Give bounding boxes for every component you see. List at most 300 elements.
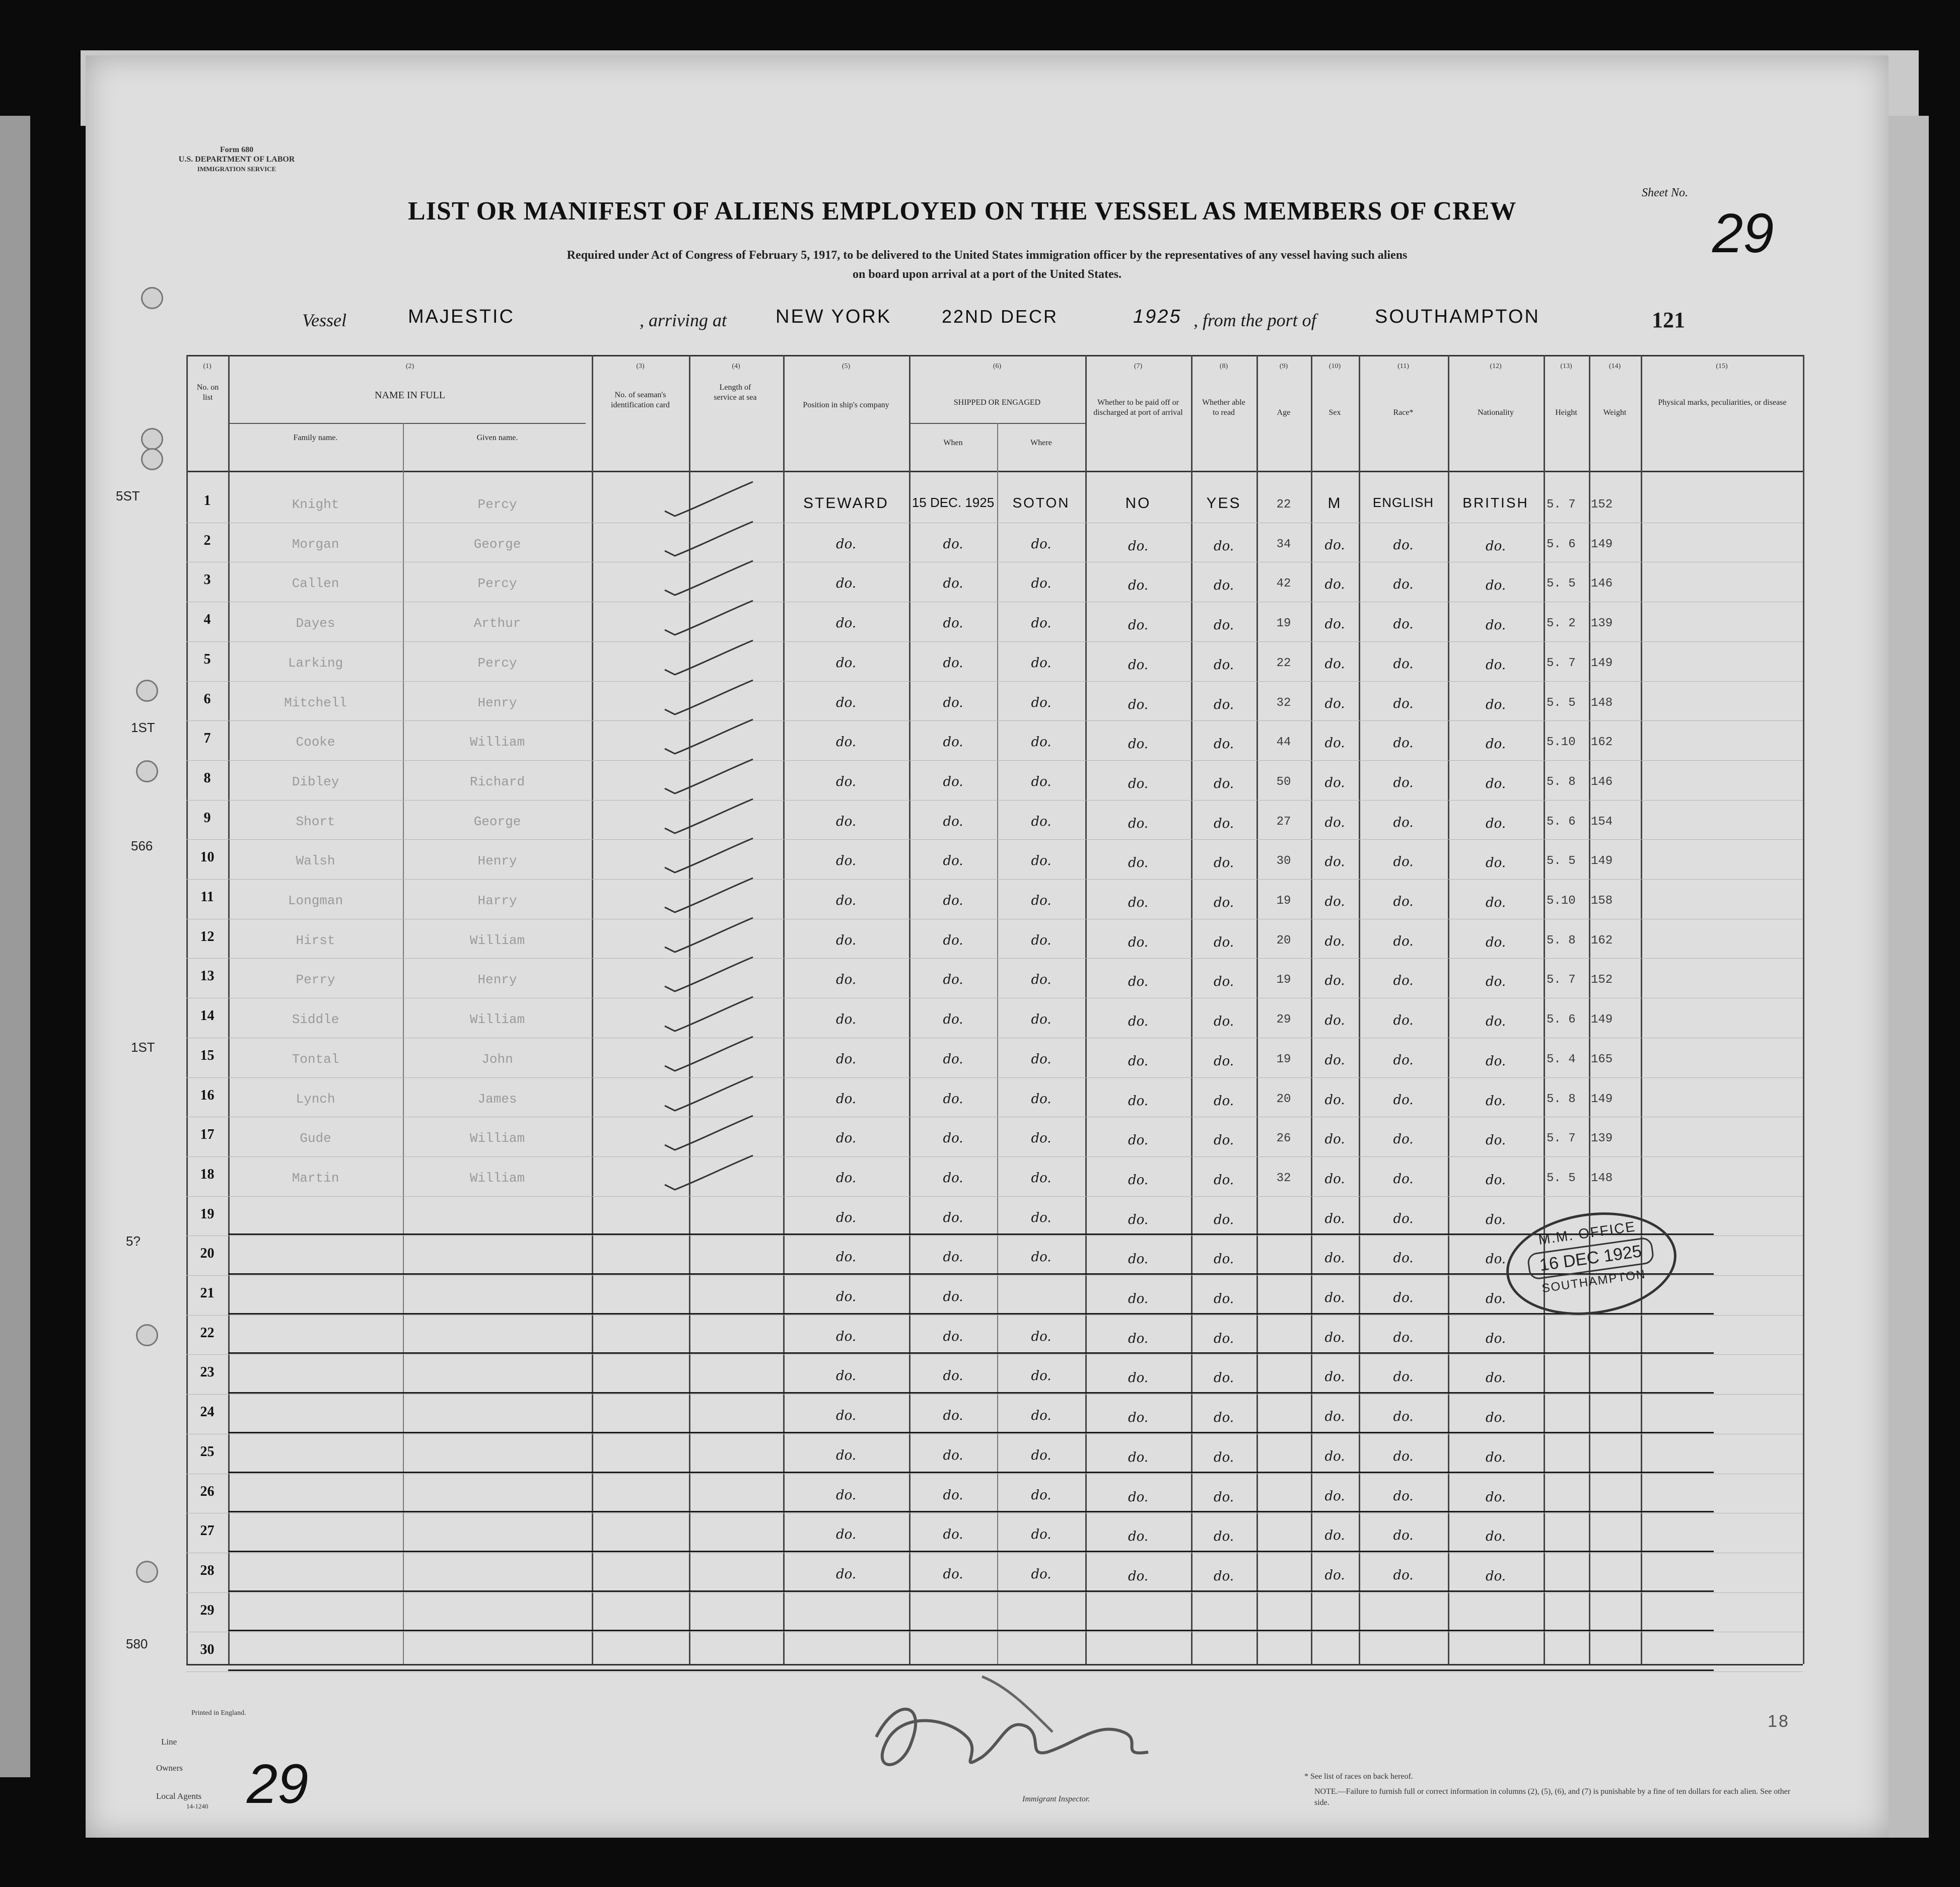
ditto-race: do. bbox=[1393, 1132, 1414, 1147]
check-mark-icon bbox=[660, 832, 755, 878]
ditto-sex: do. bbox=[1324, 1290, 1345, 1305]
ditto-paid-off: do. bbox=[1128, 737, 1149, 752]
ditto-where: do. bbox=[1031, 655, 1052, 671]
ditto-position: do. bbox=[835, 1447, 857, 1463]
ditto-sex: do. bbox=[1324, 854, 1345, 870]
check-mark-icon bbox=[660, 674, 755, 719]
ditto-sex: do. bbox=[1324, 775, 1345, 790]
row-number: 13 bbox=[200, 968, 215, 984]
ditto-nationality: do. bbox=[1485, 855, 1506, 871]
margin-note: 1ST bbox=[131, 1040, 155, 1055]
ditto-read: do. bbox=[1213, 657, 1234, 673]
ditto-nationality: do. bbox=[1485, 1053, 1506, 1069]
row-number: 8 bbox=[203, 770, 211, 786]
ditto-where: do. bbox=[1031, 1408, 1052, 1424]
age: 20 bbox=[1276, 933, 1291, 948]
check-mark-icon bbox=[660, 793, 755, 838]
ditto-paid-off: do. bbox=[1128, 1410, 1149, 1426]
check-mark-icon bbox=[660, 872, 755, 917]
ditto-position: do. bbox=[835, 1012, 857, 1028]
footer-agents-label: Local Agents bbox=[156, 1791, 202, 1801]
height: 5. 7 bbox=[1547, 973, 1576, 987]
family-name: Perry bbox=[296, 972, 335, 988]
manifest-page bbox=[86, 55, 1888, 1838]
ditto-race: do. bbox=[1393, 973, 1414, 989]
weight: 162 bbox=[1591, 933, 1613, 948]
row-rule bbox=[186, 839, 1803, 840]
col-num-1: (1) bbox=[203, 362, 212, 370]
height: 5. 7 bbox=[1547, 656, 1576, 670]
row-rule bbox=[186, 1592, 1803, 1593]
height: 5. 5 bbox=[1547, 577, 1576, 591]
ditto-position: do. bbox=[835, 536, 857, 552]
family-name: Lynch bbox=[296, 1091, 335, 1107]
ditto-race: do. bbox=[1393, 1092, 1414, 1108]
ditto-position: do. bbox=[835, 616, 857, 631]
ditto-sex: do. bbox=[1324, 1369, 1345, 1385]
paid-off: NO bbox=[1125, 495, 1151, 512]
ditto-read: do. bbox=[1213, 1489, 1234, 1505]
ditto-where: do. bbox=[1031, 1527, 1052, 1543]
row-rule bbox=[186, 760, 1803, 761]
strike-line bbox=[228, 1590, 1714, 1592]
ditto-read: do. bbox=[1213, 1053, 1234, 1069]
ditto-sex: do. bbox=[1324, 537, 1345, 553]
given-name: Harry bbox=[477, 893, 517, 908]
ditto-read: do. bbox=[1213, 1172, 1234, 1188]
height: 5. 8 bbox=[1547, 1092, 1576, 1106]
ditto-where: do. bbox=[1031, 853, 1052, 869]
col-head-13: Height bbox=[1555, 408, 1577, 417]
ditto-where: do. bbox=[1031, 1368, 1052, 1384]
ditto-race: do. bbox=[1393, 1251, 1414, 1266]
ditto-read: do. bbox=[1213, 1370, 1234, 1386]
col-divider bbox=[1803, 355, 1804, 1664]
sex: M bbox=[1327, 495, 1342, 512]
ditto-race: do. bbox=[1393, 933, 1414, 949]
check-mark-icon bbox=[660, 555, 755, 600]
table-top-rule bbox=[186, 355, 1803, 356]
given-name: John bbox=[481, 1051, 513, 1067]
punch-hole bbox=[136, 1324, 158, 1346]
ditto-race: do. bbox=[1393, 1488, 1414, 1504]
ditto-nationality: do. bbox=[1485, 538, 1506, 554]
given-name: William bbox=[469, 735, 525, 750]
strike-line bbox=[228, 1392, 1714, 1394]
age: 32 bbox=[1276, 1171, 1291, 1185]
ditto-nationality: do. bbox=[1485, 934, 1506, 950]
page-number: 121 bbox=[1652, 308, 1685, 332]
given-name: Percy bbox=[477, 576, 517, 592]
ditto-sex: do. bbox=[1324, 1488, 1345, 1504]
ditto-paid-off: do. bbox=[1128, 934, 1149, 950]
check-mark-icon bbox=[660, 912, 755, 957]
ditto-where: do. bbox=[1031, 1170, 1052, 1186]
ditto-race: do. bbox=[1393, 1330, 1414, 1345]
ditto-position: do. bbox=[835, 735, 857, 750]
ditto-read: do. bbox=[1213, 578, 1234, 594]
row-number: 24 bbox=[200, 1404, 215, 1420]
ditto-race: do. bbox=[1393, 617, 1414, 632]
col-divider bbox=[1641, 355, 1642, 1664]
punch-hole bbox=[136, 1561, 158, 1583]
age: 30 bbox=[1276, 854, 1291, 868]
corner-mark: 18 bbox=[1768, 1712, 1790, 1731]
ditto-read: do. bbox=[1213, 1568, 1234, 1584]
name-header-rule bbox=[228, 423, 586, 424]
ditto-sex: do. bbox=[1324, 933, 1345, 949]
height: 5. 8 bbox=[1547, 933, 1576, 948]
ditto-position: do. bbox=[835, 1329, 857, 1344]
ditto-nationality: do. bbox=[1485, 816, 1506, 831]
ditto-position: do. bbox=[835, 1566, 857, 1582]
strike-line bbox=[228, 1273, 1714, 1275]
able-to-read: YES bbox=[1206, 495, 1241, 512]
height: 5. 5 bbox=[1547, 854, 1576, 868]
col-num-4: (4) bbox=[732, 362, 740, 370]
col-num-14: (14) bbox=[1608, 362, 1621, 370]
ditto-paid-off: do. bbox=[1128, 1370, 1149, 1386]
punch-hole bbox=[136, 760, 158, 782]
row-rule bbox=[186, 1315, 1803, 1316]
printed-in: Printed in England. bbox=[191, 1709, 246, 1717]
col-head-14: Weight bbox=[1603, 408, 1627, 417]
given-name: Percy bbox=[477, 655, 517, 671]
ditto-nationality: do. bbox=[1485, 1331, 1506, 1346]
ditto-nationality: do. bbox=[1485, 895, 1506, 910]
row-number: 1 bbox=[203, 493, 211, 509]
ditto-position: do. bbox=[835, 695, 857, 710]
ditto-read: do. bbox=[1213, 618, 1234, 633]
ditto-position: do. bbox=[835, 1368, 857, 1384]
ditto-position: do. bbox=[835, 1131, 857, 1146]
ditto-race: do. bbox=[1393, 656, 1414, 672]
row-number: 17 bbox=[200, 1127, 215, 1143]
weight: 152 bbox=[1591, 498, 1613, 512]
ditto-where: do. bbox=[1031, 1091, 1052, 1107]
height: 5.10 bbox=[1547, 894, 1576, 908]
ditto-where: do. bbox=[1031, 1250, 1052, 1265]
given-name: Percy bbox=[477, 497, 517, 512]
strike-line bbox=[228, 1472, 1714, 1473]
ditto-read: do. bbox=[1213, 1410, 1234, 1426]
ditto-race: do. bbox=[1393, 736, 1414, 751]
col-head-6: SHIPPED OR ENGAGED bbox=[953, 398, 1041, 407]
arrival-port: NEW YORK bbox=[776, 306, 892, 327]
col-head-10: Sex bbox=[1328, 408, 1341, 417]
age: 19 bbox=[1276, 973, 1291, 987]
ditto-position: do. bbox=[835, 972, 857, 988]
ditto-paid-off: do. bbox=[1128, 816, 1149, 831]
ditto-position: do. bbox=[835, 1170, 857, 1186]
ditto-position: do. bbox=[835, 814, 857, 829]
ditto-read: do. bbox=[1213, 538, 1234, 554]
punch-hole bbox=[141, 428, 163, 450]
ditto-sex: do. bbox=[1324, 815, 1345, 830]
arriving-label: , arriving at bbox=[640, 310, 727, 330]
ditto-where: do. bbox=[1031, 735, 1052, 750]
row-rule bbox=[186, 1394, 1803, 1395]
row-number: 27 bbox=[200, 1523, 215, 1539]
ditto-paid-off: do. bbox=[1128, 1053, 1149, 1069]
ditto-position: do. bbox=[835, 1289, 857, 1304]
ditto-read: do. bbox=[1213, 855, 1234, 871]
col-num-5: (5) bbox=[842, 362, 851, 370]
col-head-where: Where bbox=[1030, 439, 1052, 447]
ditto-paid-off: do. bbox=[1128, 697, 1149, 712]
family-name: Larking bbox=[288, 655, 343, 671]
ditto-sex: do. bbox=[1324, 1132, 1345, 1147]
ditto-where: do. bbox=[1031, 1012, 1052, 1028]
margin-note: 566 bbox=[131, 838, 153, 853]
ditto-paid-off: do. bbox=[1128, 1291, 1149, 1307]
ditto-read: do. bbox=[1213, 816, 1234, 831]
row-rule bbox=[186, 720, 1803, 721]
age: 44 bbox=[1276, 736, 1291, 750]
ditto-when: do. bbox=[943, 1566, 963, 1582]
age: 22 bbox=[1276, 498, 1291, 512]
col-head-7: Whether to be paid off or discharged at port of arrival bbox=[1093, 398, 1183, 417]
ditto-race: do. bbox=[1393, 537, 1414, 553]
row-number: 18 bbox=[200, 1166, 215, 1182]
ditto-paid-off: do. bbox=[1128, 776, 1149, 791]
ditto-race: do. bbox=[1393, 1448, 1414, 1464]
col-divider bbox=[997, 423, 998, 1664]
fine-note: NOTE.—Failure to furnish full or correct information in columns (2), (5), (6), and (7) is punishable by a fine of ten dollars for each alien. See other side. bbox=[1314, 1787, 1791, 1807]
strike-line bbox=[228, 1352, 1714, 1354]
ditto-read: do. bbox=[1213, 1212, 1234, 1227]
ditto-where: do. bbox=[1031, 576, 1052, 592]
col-num-11: (11) bbox=[1397, 362, 1409, 370]
ditto-when: do. bbox=[943, 1289, 963, 1304]
row-number: 9 bbox=[203, 810, 211, 826]
row-number: 12 bbox=[200, 928, 215, 945]
ditto-read: do. bbox=[1213, 1291, 1234, 1307]
col-num-2: (2) bbox=[405, 362, 414, 370]
height: 5. 4 bbox=[1547, 1052, 1576, 1066]
ditto-sex: do. bbox=[1324, 1211, 1345, 1226]
ditto-where: do. bbox=[1031, 814, 1052, 829]
ditto-nationality: do. bbox=[1485, 578, 1506, 594]
strike-line bbox=[228, 1432, 1714, 1433]
row-number: 19 bbox=[200, 1206, 215, 1222]
sheet-label: Sheet No. bbox=[1642, 186, 1688, 199]
nationality: BRITISH bbox=[1462, 495, 1529, 511]
ditto-paid-off: do. bbox=[1128, 657, 1149, 673]
punch-hole bbox=[141, 287, 163, 309]
row-rule bbox=[186, 1354, 1803, 1355]
ditto-paid-off: do. bbox=[1128, 1014, 1149, 1030]
weight: 165 bbox=[1591, 1052, 1613, 1066]
ditto-sex: do. bbox=[1324, 1013, 1345, 1029]
col-head-15: Physical marks, peculiarities, or disease bbox=[1658, 398, 1787, 407]
given-name: William bbox=[469, 1170, 525, 1186]
weight: 149 bbox=[1591, 656, 1613, 670]
col-num-8: (8) bbox=[1219, 362, 1228, 370]
row-number: 3 bbox=[203, 572, 211, 588]
ditto-sex: do. bbox=[1324, 1330, 1345, 1345]
check-mark-icon bbox=[660, 476, 755, 521]
weight: 139 bbox=[1591, 1132, 1613, 1146]
family-name: Hirst bbox=[296, 932, 335, 948]
col-num-6: (6) bbox=[993, 362, 1002, 370]
ditto-paid-off: do. bbox=[1128, 1133, 1149, 1148]
check-mark-icon bbox=[660, 1031, 755, 1076]
ditto-sex: do. bbox=[1324, 656, 1345, 672]
col-divider bbox=[592, 355, 593, 1664]
age: 20 bbox=[1276, 1092, 1291, 1106]
ditto-when: do. bbox=[943, 774, 963, 789]
form-department: U.S. DEPARTMENT OF LABOR bbox=[178, 155, 295, 164]
ditto-read: do. bbox=[1213, 776, 1234, 791]
ditto-position: do. bbox=[835, 1527, 857, 1543]
age: 22 bbox=[1276, 656, 1291, 670]
strike-line bbox=[228, 1551, 1714, 1552]
margin-note: 580 bbox=[126, 1636, 148, 1651]
header-bottom-rule bbox=[186, 471, 1803, 472]
row-number: 4 bbox=[203, 612, 211, 628]
ditto-nationality: do. bbox=[1485, 1014, 1506, 1030]
ditto-nationality: do. bbox=[1485, 1568, 1506, 1584]
ditto-read: do. bbox=[1213, 1093, 1234, 1109]
row-number: 5 bbox=[203, 651, 211, 667]
ditto-race: do. bbox=[1393, 1211, 1414, 1226]
ditto-when: do. bbox=[943, 1329, 963, 1344]
ditto-paid-off: do. bbox=[1128, 855, 1149, 871]
ditto-read: do. bbox=[1213, 1252, 1234, 1267]
ditto-where: do. bbox=[1031, 932, 1052, 948]
age: 19 bbox=[1276, 617, 1291, 631]
ditto-nationality: do. bbox=[1485, 1133, 1506, 1148]
ditto-race: do. bbox=[1393, 1409, 1414, 1425]
weight: 139 bbox=[1591, 617, 1613, 631]
strike-line bbox=[228, 1313, 1714, 1315]
from-label: , from the port of bbox=[1194, 310, 1316, 330]
row-rule bbox=[186, 800, 1803, 801]
ditto-when: do. bbox=[943, 616, 963, 631]
strike-line bbox=[228, 1511, 1714, 1512]
check-mark-icon bbox=[660, 991, 755, 1036]
family-name: Siddle bbox=[292, 1012, 339, 1028]
arrival-date: 22ND DECR bbox=[942, 306, 1059, 327]
sheet-number: 29 bbox=[1712, 202, 1774, 264]
row-number: 2 bbox=[203, 532, 211, 548]
given-name: Richard bbox=[469, 774, 525, 789]
weight: 149 bbox=[1591, 854, 1613, 868]
ditto-sex: do. bbox=[1324, 1567, 1345, 1583]
check-mark-icon bbox=[660, 634, 755, 680]
ditto-sex: do. bbox=[1324, 1171, 1345, 1187]
vessel-name: MAJESTIC bbox=[408, 306, 515, 327]
col-head-8: Whether able to read bbox=[1202, 398, 1245, 417]
ditto-race: do. bbox=[1393, 1369, 1414, 1385]
origin-port: SOUTHAMPTON bbox=[1375, 306, 1540, 327]
ditto-paid-off: do. bbox=[1128, 1489, 1149, 1505]
ditto-when: do. bbox=[943, 853, 963, 869]
ditto-position: do. bbox=[835, 893, 857, 908]
given-name: William bbox=[469, 1012, 525, 1028]
ditto-paid-off: do. bbox=[1128, 1172, 1149, 1188]
footer-line-label: Line bbox=[161, 1737, 177, 1747]
ditto-when: do. bbox=[943, 655, 963, 671]
ditto-race: do. bbox=[1393, 696, 1414, 711]
col-head-12: Nationality bbox=[1478, 408, 1514, 417]
vessel-label: Vessel bbox=[302, 310, 346, 330]
ditto-sex: do. bbox=[1324, 1448, 1345, 1464]
ditto-when: do. bbox=[943, 536, 963, 552]
col-divider bbox=[1544, 355, 1545, 1664]
age: 42 bbox=[1276, 577, 1291, 591]
col-head-1: No. on list bbox=[196, 383, 219, 402]
ditto-nationality: do. bbox=[1485, 1529, 1506, 1545]
col-num-13: (13) bbox=[1560, 362, 1572, 370]
shipped-when: 15 DEC. 1925 bbox=[912, 495, 995, 510]
ditto-paid-off: do. bbox=[1128, 1529, 1149, 1545]
row-number: 6 bbox=[203, 691, 211, 707]
col-head-4: Length of service at sea bbox=[714, 383, 757, 402]
check-mark-icon bbox=[660, 713, 755, 759]
ditto-sex: do. bbox=[1324, 1528, 1345, 1544]
ditto-when: do. bbox=[943, 1170, 963, 1186]
ditto-sex: do. bbox=[1324, 1251, 1345, 1266]
strike-line bbox=[228, 1630, 1714, 1631]
age: 50 bbox=[1276, 775, 1291, 789]
given-name: James bbox=[477, 1091, 517, 1107]
ditto-nationality: do. bbox=[1485, 1093, 1506, 1109]
height: 5. 7 bbox=[1547, 1132, 1576, 1146]
ditto-nationality: do. bbox=[1485, 1212, 1506, 1227]
ditto-where: do. bbox=[1031, 1051, 1052, 1067]
row-number: 15 bbox=[200, 1047, 215, 1063]
family-name: Mitchell bbox=[284, 695, 347, 710]
weight: 148 bbox=[1591, 696, 1613, 710]
ditto-position: do. bbox=[835, 1091, 857, 1107]
ditto-nationality: do. bbox=[1485, 1172, 1506, 1188]
col-num-15: (15) bbox=[1716, 362, 1728, 370]
row-number: 23 bbox=[200, 1364, 215, 1381]
form-service: IMMIGRATION SERVICE bbox=[197, 165, 276, 173]
family-name: Martin bbox=[292, 1170, 339, 1186]
ditto-when: do. bbox=[943, 972, 963, 988]
ditto-paid-off: do. bbox=[1128, 1252, 1149, 1267]
margin-note: 5ST bbox=[116, 488, 140, 503]
col-num-7: (7) bbox=[1134, 362, 1143, 370]
race: ENGLISH bbox=[1372, 495, 1434, 510]
ditto-nationality: do. bbox=[1485, 697, 1506, 712]
ditto-paid-off: do. bbox=[1128, 1568, 1149, 1584]
col-head-3: No. of seaman's identification card bbox=[611, 391, 670, 409]
ditto-when: do. bbox=[943, 1012, 963, 1028]
ditto-when: do. bbox=[943, 1131, 963, 1146]
ditto-when: do. bbox=[943, 893, 963, 908]
check-mark-icon bbox=[660, 753, 755, 799]
col-num-10: (10) bbox=[1328, 362, 1341, 370]
check-mark-icon bbox=[660, 516, 755, 561]
ditto-read: do. bbox=[1213, 1331, 1234, 1346]
check-mark-icon bbox=[660, 1149, 755, 1195]
age: 32 bbox=[1276, 696, 1291, 710]
family-name: Short bbox=[296, 814, 335, 829]
ditto-position: do. bbox=[835, 1250, 857, 1265]
height: 5. 5 bbox=[1547, 1171, 1576, 1185]
ditto-where: do. bbox=[1031, 536, 1052, 552]
ditto-where: do. bbox=[1031, 1447, 1052, 1463]
ditto-read: do. bbox=[1213, 974, 1234, 990]
row-rule bbox=[186, 1196, 1803, 1197]
family-name: Callen bbox=[292, 576, 339, 592]
ditto-nationality: do. bbox=[1485, 1252, 1506, 1267]
punch-hole bbox=[141, 448, 163, 470]
